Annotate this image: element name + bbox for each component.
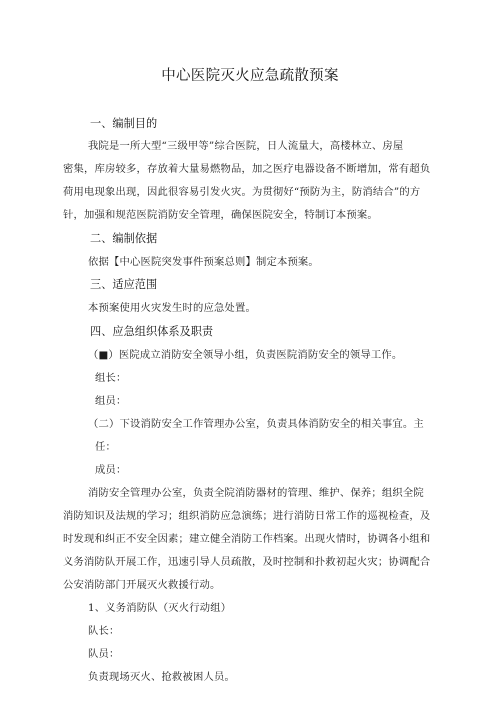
paragraph-line: 公安消防部门开展灭火救援行动。 <box>63 579 221 591</box>
duty-line: 负责现场灭火、抢救被困人员。 <box>88 671 235 683</box>
paragraph-line: 消防知识及法规的学习；组织消防应急演练；进行消防日常工作的巡视检查，及 <box>63 510 431 522</box>
section-heading-purpose: 一、编制目的 <box>90 117 158 130</box>
paragraph-line: 本预案使用火灾发生时的应急处置。 <box>88 302 256 314</box>
paragraph-line: 我院是一所大型“三级甲等”综合医院，日人流量大，高楼林立、房屋 <box>88 140 404 152</box>
list-item-continuation: 任： <box>95 441 116 453</box>
role-team-members: 队员： <box>88 648 120 660</box>
list-item: （■）医院成立消防安全领导小组，负责医院消防安全的领导工作。 <box>88 349 403 361</box>
document-title: 中心医院灭火应急疏散预案 <box>161 68 339 84</box>
paragraph-line: 针，加强和规范医院消防安全管理，确保医院安全，特制订本预案。 <box>63 209 378 221</box>
paragraph-line: 消防安全管理办公室，负责全院消防器材的管理、维护、保养；组织全院 <box>88 487 424 499</box>
list-item: （二）下设消防安全工作管理办公室，负责具体消防安全的相关事宜。主 <box>88 418 424 430</box>
paragraph-line: 荷用电现象出现，因此很容易引发火灾。为贯彻好“预防为主，防消结合”的方 <box>63 186 421 198</box>
paragraph-line: 密集，库房较多，存放着大量易燃物品，加之医疗电器设备不断增加，常有超负 <box>63 163 431 175</box>
paragraph-line: 时发现和纠正不安全因素；建立健全消防工作档案。出现火情时，协调各小组和 <box>63 533 431 545</box>
paragraph-line: 依据【中心医院突发事件预案总则】制定本预案。 <box>88 256 319 268</box>
role-leader: 组长： <box>95 372 127 384</box>
section-heading-organization: 四、应急组织体系及职责 <box>90 325 214 338</box>
section-heading-basis: 二、编制依据 <box>90 232 158 245</box>
role-staff: 成员： <box>95 464 127 476</box>
section-heading-scope: 三、适应范围 <box>90 278 158 291</box>
role-members: 组员： <box>95 395 127 407</box>
paragraph-line: 义务消防队开展工作，迅速引导人员疏散，及时控制和扑救初起火灾；协调配合 <box>63 556 431 568</box>
role-captain: 队长： <box>88 625 120 637</box>
subsection-title: 1、义务消防队（灭火行动组） <box>88 602 232 614</box>
